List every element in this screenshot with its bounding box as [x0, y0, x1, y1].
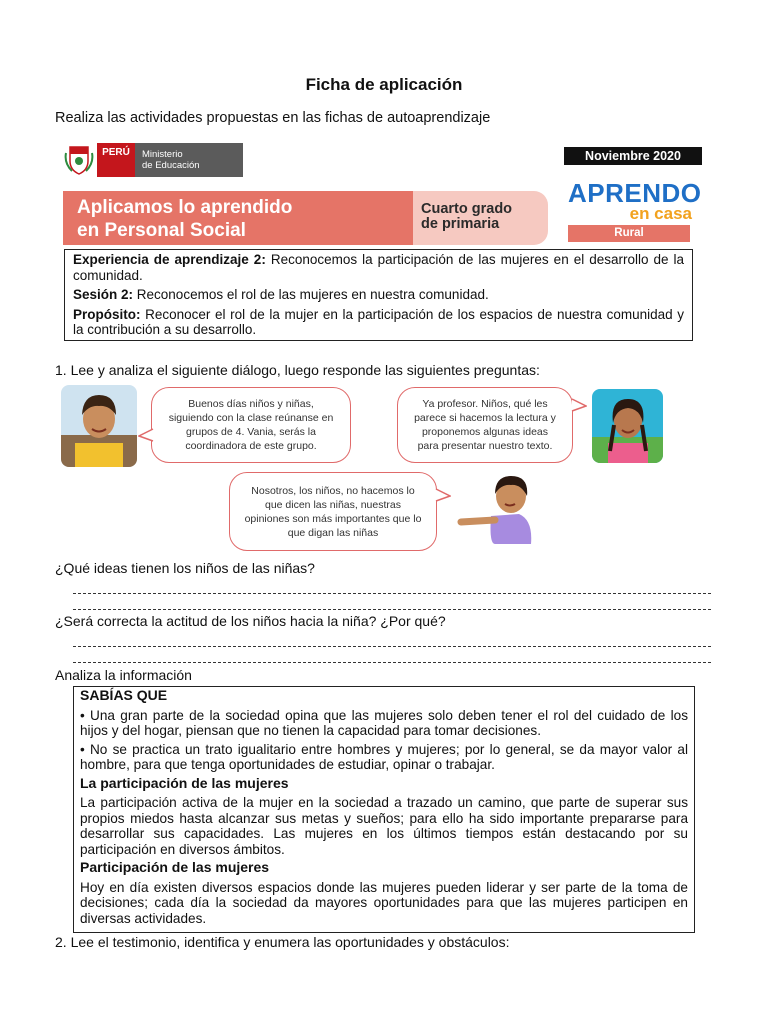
- activity1-instruction: 1. Lee y analiza el siguiente diálogo, luego responde las siguientes preguntas:: [55, 362, 540, 378]
- answer-line[interactable]: [73, 646, 711, 647]
- subsection-text: La participación activa de la mujer en la sociedad a trazado un camino, que parte de superar sus propios miedos hasta alcanzar sus metas y sueños; para ello ha sido importante prepararse para desarrollar sus capacidades. Las mujeres en los últimos tiempos están destacando por su participación en diversos ámbitos.: [80, 795, 688, 857]
- girl-avatar-icon: [592, 389, 663, 463]
- teacher-line: coordinadora de este grupo.: [185, 440, 317, 452]
- banner-line1: Aplicamos lo aprendido: [77, 197, 293, 218]
- bubble-tail-icon: [571, 398, 587, 412]
- intro-text: Realiza las actividades propuestas en las fichas de autoaprendizaje: [55, 110, 491, 126]
- banner-title: [63, 191, 413, 245]
- question-1: ¿Qué ideas tienen los niños de las niñas?: [55, 560, 315, 576]
- answer-line[interactable]: [73, 662, 711, 663]
- purpose-label: Propósito:: [73, 306, 141, 322]
- teacher-avatar-icon: [61, 385, 137, 467]
- coat-of-arms-icon: [64, 143, 94, 176]
- info-bullet: • No se practica un trato igualitario entre hombres y mujeres; por lo general, se da mayor valor al hombre, para que tenga oportunidades de estudiar, opinar o trabajar.: [80, 741, 688, 772]
- info-bullet: • Una gran parte de la sociedad opina que las mujeres solo deben tener el rol del cuidado de los hijos y del hogar, piensan que no tienen la capacidad para tomar decisiones.: [80, 707, 688, 738]
- session-label: Sesión 2:: [73, 287, 134, 302]
- aprendo-en-casa-logo: [568, 178, 702, 242]
- brand-word2: en casa: [629, 204, 692, 223]
- boy-speech-bubble: [229, 472, 437, 551]
- grade-label: [408, 191, 548, 245]
- boy-figure-icon: [455, 472, 535, 544]
- girl-line: proponemos algunas ideas: [421, 426, 549, 438]
- peru-logo: PERÚ: [97, 143, 135, 177]
- answer-line[interactable]: [73, 593, 711, 594]
- teacher-line: grupos de 4. Vania, serás la: [186, 426, 316, 438]
- experience-label: Experiencia de aprendizaje 2:: [73, 252, 266, 267]
- sabias-que-title: SABÍAS QUE: [80, 687, 168, 703]
- date-badge: Noviembre 2020: [564, 147, 702, 165]
- boy-line: que dicen las niñas, nuestras: [264, 498, 401, 511]
- boy-line: que digan las niñas: [287, 526, 379, 539]
- analyze-heading: Analiza la información: [55, 667, 192, 683]
- subsection-text: Hoy en día existen diversos espacios donde las mujeres pueden liderar y ser parte de la toma de decisiones; cada día la sociedad da mayores oportunidades para que las mujeres participen en diversas actividades.: [80, 879, 688, 926]
- answer-line[interactable]: [73, 609, 711, 610]
- session-line: [73, 287, 684, 303]
- grade-line2: de primaria: [421, 216, 500, 232]
- ministry-line2: de Educación: [142, 160, 200, 171]
- info-box: [73, 686, 695, 933]
- question-2: ¿Será correcta la actitud de los niños hacia la niña? ¿Por qué?: [55, 613, 446, 629]
- bubble-tail-icon: [435, 488, 451, 502]
- boy-line: opiniones son más importantes que lo: [244, 512, 422, 525]
- teacher-line: siguiendo con la clase reúnanse en: [168, 412, 334, 424]
- bubble-tail-icon: [138, 428, 154, 442]
- ministry-logo: [135, 143, 243, 177]
- page-title: Ficha de aplicación: [305, 75, 463, 94]
- teacher-line: Buenos días niños y niñas,: [188, 398, 314, 410]
- activity2-instruction: 2. Lee el testimonio, identifica y enumera las oportunidades y obstáculos:: [55, 934, 510, 950]
- purpose-text: Reconocer el rol de la mujer en la participación de los espacios de nuestra comunidad y la contribución a su desarrollo.: [73, 306, 684, 337]
- subsection-title: Participación de las mujeres: [80, 859, 270, 875]
- rural-tag: Rural: [568, 225, 690, 242]
- experience-text: Reconocemos la participación de las mujeres en el desarrollo de la comunidad.: [73, 252, 684, 283]
- brand-word1: APRENDO: [568, 178, 702, 208]
- ministry-line1: Ministerio: [142, 149, 183, 160]
- girl-speech-bubble: [397, 387, 573, 463]
- boy-line: Nosotros, los niños, no hacemos lo: [251, 484, 415, 497]
- subsection-title: La participación de las mujeres: [80, 774, 289, 791]
- experience-line: [73, 252, 684, 283]
- girl-line: parece si hacemos la lectura y: [414, 412, 556, 424]
- grade-line1: Cuarto grado: [421, 201, 513, 217]
- banner-line2: en Personal Social: [77, 220, 246, 241]
- experience-box: [64, 249, 693, 341]
- session-text: Reconocemos el rol de las mujeres en nuestra comunidad.: [133, 287, 489, 302]
- purpose-line: [73, 307, 684, 338]
- girl-line: para presentar nuestro texto.: [417, 440, 553, 452]
- girl-line: Ya profesor. Niños, qué les: [422, 398, 548, 410]
- teacher-speech-bubble: [151, 387, 351, 463]
